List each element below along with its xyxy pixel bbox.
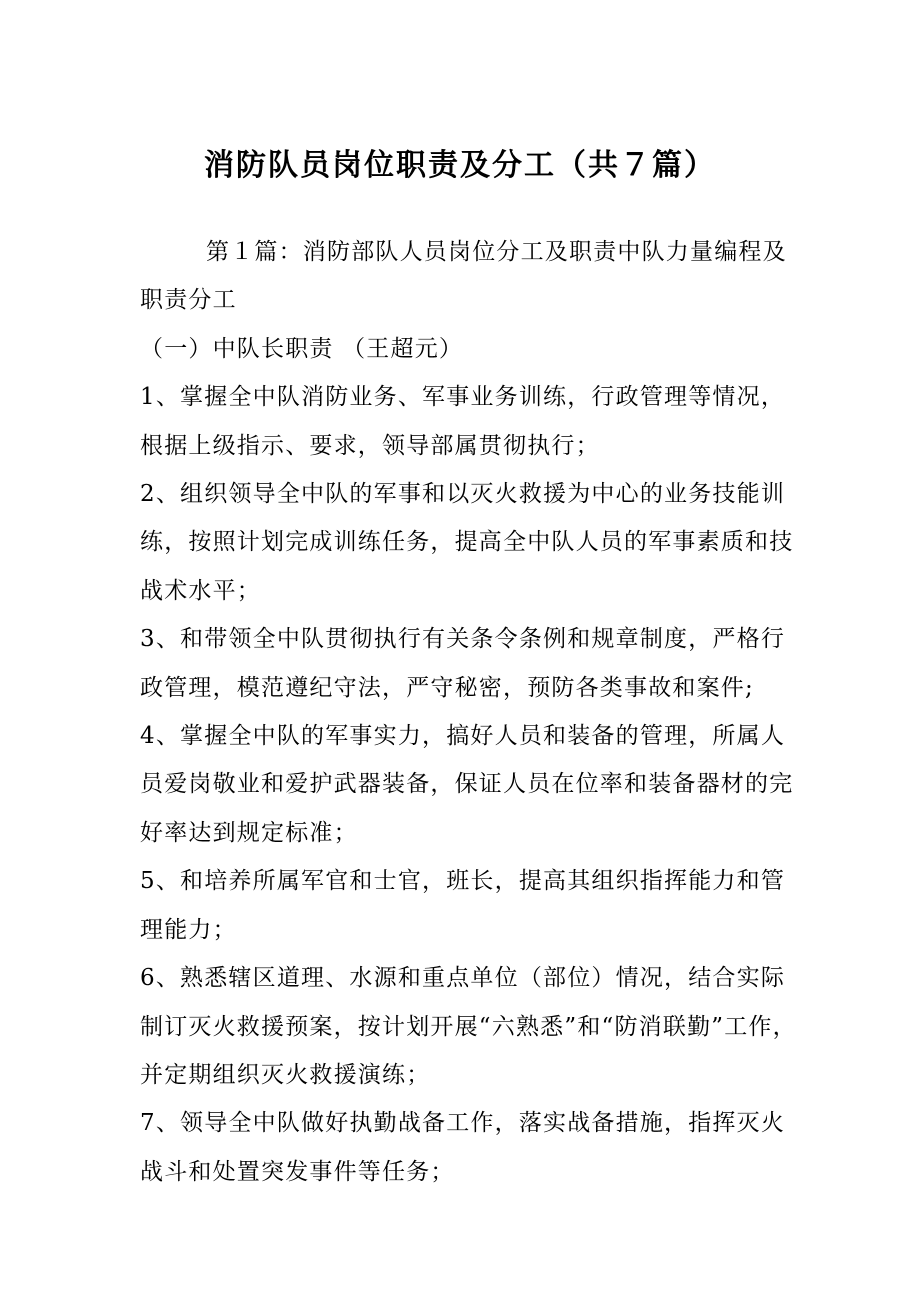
chapter-heading: 第１篇：消防部队人员岗位分工及职责中队力量编程及职责分工 (140, 239, 787, 314)
duty-item-4: 4、掌握全中队的军事实力，搞好人员和装备的管理，所属人员爱岗敬业和爱护武器装备，保证人员在位率和装备器材的完好率达到规定标准； (140, 723, 794, 846)
duty-item-3: 3、和带领全中队贯彻执行有关条令条例和规章制度，严格行政管理，模范遵纪守法，严守秘密，预防各类事故和案件; (140, 626, 786, 701)
duty-item-1: 1、掌握全中队消防业务、军事业务训练，行政管理等情况，根据上级指示、要求，领导部属贯彻执行； (140, 384, 786, 459)
duty-item-2: 2、组织领导全中队的军事和以灭火救援为中心的业务技能训练，按照计划完成训练任务，提高全中队人员的军事素质和技战术水平； (140, 481, 794, 604)
document-title: 消防队员岗位职责及分工（共７篇） (204, 148, 716, 183)
duty-item-6: 6、熟悉辖区道理、水源和重点单位（部位）情况，结合实际制订灭火救援预案，按计划开展“六熟悉”和“防消联勤”工作，并定期组织灭火救援演练； (140, 965, 797, 1088)
section-heading: （一）中队长职责 （王超元） (140, 335, 464, 362)
document-body (140, 228, 800, 1196)
duty-item-5: 5、和培养所属军官和士官，班长，提高其组织指挥能力和管理能力； (140, 868, 786, 943)
duty-item-7: 7、领导全中队做好执勤战备工作，落实战备措施，指挥灭火战斗和处置突发事件等任务； (140, 1110, 786, 1185)
